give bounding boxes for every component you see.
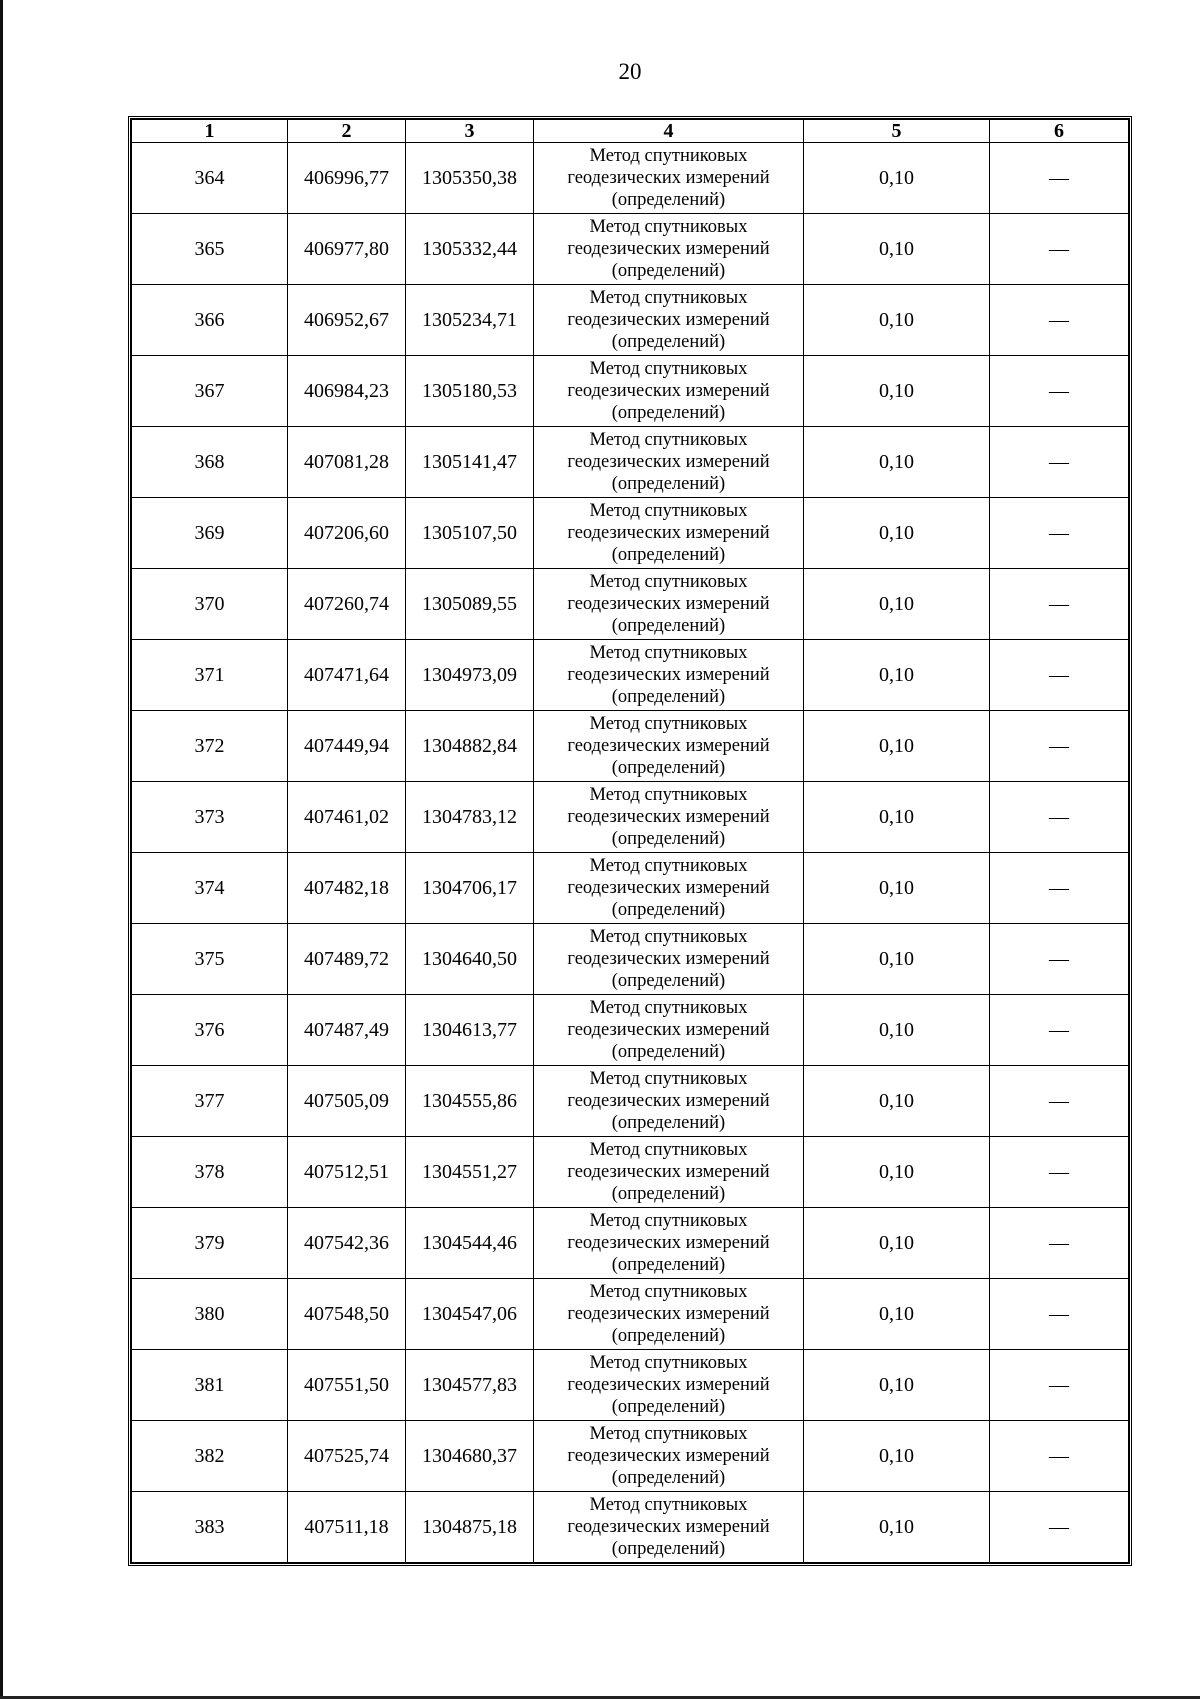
table-row	[132, 995, 1129, 1066]
method-line: геодезических измерений	[567, 807, 770, 827]
accuracy-value: 0,10	[804, 285, 990, 356]
coordinate-x: 407505,09	[288, 1066, 406, 1137]
method-cell	[534, 427, 804, 498]
method-line: (определений)	[611, 190, 726, 210]
coordinate-x: 407542,36	[288, 1208, 406, 1279]
method-line: (определений)	[611, 1113, 726, 1133]
accuracy-value: 0,10	[804, 853, 990, 924]
note-dash: —	[990, 1421, 1129, 1492]
method-line: геодезических измерений	[567, 310, 770, 330]
method-line: (определений)	[611, 332, 726, 352]
header-col-3: 3	[406, 120, 534, 143]
method-line: Метод спутниковых	[589, 856, 748, 876]
coordinate-x: 407548,50	[288, 1279, 406, 1350]
coordinate-x: 407551,50	[288, 1350, 406, 1421]
method-cell	[534, 285, 804, 356]
method-line: (определений)	[611, 829, 726, 849]
method-line: геодезических измерений	[567, 736, 770, 756]
table-row	[132, 1492, 1129, 1563]
table-row	[132, 214, 1129, 285]
accuracy-value: 0,10	[804, 498, 990, 569]
table-row	[132, 1421, 1129, 1492]
note-dash: —	[990, 285, 1129, 356]
table-row	[132, 1066, 1129, 1137]
note-dash: —	[990, 640, 1129, 711]
method-line: Метод спутниковых	[589, 572, 748, 592]
point-number: 368	[132, 427, 288, 498]
table-row	[132, 143, 1129, 214]
method-line: геодезических измерений	[567, 168, 770, 188]
table-row	[132, 924, 1129, 995]
note-dash: —	[990, 214, 1129, 285]
header-col-6: 6	[990, 120, 1129, 143]
coordinate-x: 407482,18	[288, 853, 406, 924]
coordinate-x: 407461,02	[288, 782, 406, 853]
method-line: геодезических измерений	[567, 878, 770, 898]
accuracy-value: 0,10	[804, 782, 990, 853]
note-dash: —	[990, 427, 1129, 498]
method-line: Метод спутниковых	[589, 643, 748, 663]
point-number: 372	[132, 711, 288, 782]
point-number: 370	[132, 569, 288, 640]
note-dash: —	[990, 1492, 1129, 1563]
table-body	[132, 143, 1129, 1563]
coordinate-y: 1305107,50	[406, 498, 534, 569]
method-line: Метод спутниковых	[589, 288, 748, 308]
coordinate-y: 1305180,53	[406, 356, 534, 427]
table-row	[132, 498, 1129, 569]
method-cell	[534, 214, 804, 285]
table-row	[132, 782, 1129, 853]
method-line: Метод спутниковых	[589, 1140, 748, 1160]
method-line: геодезических измерений	[567, 452, 770, 472]
method-line: геодезических измерений	[567, 1304, 770, 1324]
table-row	[132, 427, 1129, 498]
method-cell	[534, 1279, 804, 1350]
method-line: геодезических измерений	[567, 1091, 770, 1111]
accuracy-value: 0,10	[804, 1350, 990, 1421]
table-row	[132, 853, 1129, 924]
coordinate-x: 407449,94	[288, 711, 406, 782]
method-line: геодезических измерений	[567, 523, 770, 543]
note-dash: —	[990, 1137, 1129, 1208]
table-row	[132, 356, 1129, 427]
point-number: 377	[132, 1066, 288, 1137]
method-cell	[534, 143, 804, 214]
header-col-5: 5	[804, 120, 990, 143]
note-dash: —	[990, 711, 1129, 782]
method-line: Метод спутниковых	[589, 1069, 748, 1089]
method-line: (определений)	[611, 971, 726, 991]
method-line: геодезических измерений	[567, 1020, 770, 1040]
accuracy-value: 0,10	[804, 1208, 990, 1279]
note-dash: —	[990, 1208, 1129, 1279]
method-line: геодезических измерений	[567, 1162, 770, 1182]
coordinate-x: 406952,67	[288, 285, 406, 356]
method-line: Метод спутниковых	[589, 1282, 748, 1302]
method-line: Метод спутниковых	[589, 785, 748, 805]
point-number: 381	[132, 1350, 288, 1421]
method-line: Метод спутниковых	[589, 146, 748, 166]
note-dash: —	[990, 995, 1129, 1066]
note-dash: —	[990, 1350, 1129, 1421]
scan-edge-left	[0, 0, 3, 1699]
table-row	[132, 1137, 1129, 1208]
method-cell	[534, 640, 804, 711]
method-line: геодезических измерений	[567, 381, 770, 401]
method-line: Метод спутниковых	[589, 1211, 748, 1231]
note-dash: —	[990, 924, 1129, 995]
table-row	[132, 1208, 1129, 1279]
accuracy-value: 0,10	[804, 143, 990, 214]
method-cell	[534, 1066, 804, 1137]
point-number: 383	[132, 1492, 288, 1563]
method-cell	[534, 711, 804, 782]
accuracy-value: 0,10	[804, 995, 990, 1066]
method-line: Метод спутниковых	[589, 927, 748, 947]
coordinate-x: 406977,80	[288, 214, 406, 285]
point-number: 365	[132, 214, 288, 285]
accuracy-value: 0,10	[804, 1279, 990, 1350]
method-line: Метод спутниковых	[589, 714, 748, 734]
coordinate-y: 1304706,17	[406, 853, 534, 924]
accuracy-value: 0,10	[804, 214, 990, 285]
table-row	[132, 1279, 1129, 1350]
method-line: (определений)	[611, 1326, 726, 1346]
method-line: (определений)	[611, 1468, 726, 1488]
table-row	[132, 569, 1129, 640]
point-number: 380	[132, 1279, 288, 1350]
coordinate-x: 407260,74	[288, 569, 406, 640]
coordinate-x: 407525,74	[288, 1421, 406, 1492]
coordinate-x: 407471,64	[288, 640, 406, 711]
coordinates-table	[131, 119, 1129, 1563]
coordinate-y: 1304544,46	[406, 1208, 534, 1279]
method-line: геодезических измерений	[567, 665, 770, 685]
method-cell	[534, 1208, 804, 1279]
point-number: 379	[132, 1208, 288, 1279]
method-cell	[534, 356, 804, 427]
method-line: Метод спутниковых	[589, 1353, 748, 1373]
point-number: 373	[132, 782, 288, 853]
coordinate-y: 1305141,47	[406, 427, 534, 498]
method-line: геодезических измерений	[567, 239, 770, 259]
method-line: геодезических измерений	[567, 594, 770, 614]
table-row	[132, 285, 1129, 356]
method-cell	[534, 1137, 804, 1208]
method-line: Метод спутниковых	[589, 217, 748, 237]
page-number: 20	[618, 59, 642, 84]
accuracy-value: 0,10	[804, 1137, 990, 1208]
coordinate-y: 1305332,44	[406, 214, 534, 285]
table-row	[132, 1350, 1129, 1421]
coordinate-y: 1305234,71	[406, 285, 534, 356]
accuracy-value: 0,10	[804, 640, 990, 711]
coordinate-x: 407206,60	[288, 498, 406, 569]
method-cell	[534, 1492, 804, 1563]
note-dash: —	[990, 853, 1129, 924]
method-line: геодезических измерений	[567, 1446, 770, 1466]
accuracy-value: 0,10	[804, 711, 990, 782]
coordinate-y: 1304555,86	[406, 1066, 534, 1137]
point-number: 382	[132, 1421, 288, 1492]
method-line: (определений)	[611, 1184, 726, 1204]
coordinate-y: 1305350,38	[406, 143, 534, 214]
coordinate-x: 407081,28	[288, 427, 406, 498]
method-cell	[534, 1421, 804, 1492]
coordinate-y: 1304640,50	[406, 924, 534, 995]
method-cell	[534, 782, 804, 853]
coordinate-y: 1304577,83	[406, 1350, 534, 1421]
method-line: Метод спутниковых	[589, 501, 748, 521]
table-row	[132, 711, 1129, 782]
coordinate-x: 407487,49	[288, 995, 406, 1066]
note-dash: —	[990, 569, 1129, 640]
method-line: (определений)	[611, 687, 726, 707]
point-number: 375	[132, 924, 288, 995]
method-line: (определений)	[611, 403, 726, 423]
method-cell	[534, 498, 804, 569]
coordinate-y: 1304613,77	[406, 995, 534, 1066]
point-number: 378	[132, 1137, 288, 1208]
coordinate-y: 1304547,06	[406, 1279, 534, 1350]
accuracy-value: 0,10	[804, 1492, 990, 1563]
coordinate-y: 1304973,09	[406, 640, 534, 711]
method-cell	[534, 924, 804, 995]
method-line: (определений)	[611, 1397, 726, 1417]
point-number: 376	[132, 995, 288, 1066]
method-cell	[534, 995, 804, 1066]
point-number: 374	[132, 853, 288, 924]
method-line: Метод спутниковых	[589, 1495, 748, 1515]
method-line: (определений)	[611, 758, 726, 778]
method-line: Метод спутниковых	[589, 359, 748, 379]
method-line: геодезических измерений	[567, 1375, 770, 1395]
method-line: Метод спутниковых	[589, 1424, 748, 1444]
coordinate-y: 1304551,27	[406, 1137, 534, 1208]
accuracy-value: 0,10	[804, 1066, 990, 1137]
accuracy-value: 0,10	[804, 427, 990, 498]
method-line: геодезических измерений	[567, 1233, 770, 1253]
point-number: 364	[132, 143, 288, 214]
header-col-1: 1	[132, 120, 288, 143]
method-line: Метод спутниковых	[589, 430, 748, 450]
coordinate-x: 407489,72	[288, 924, 406, 995]
coordinate-x: 407511,18	[288, 1492, 406, 1563]
method-line: Метод спутниковых	[589, 998, 748, 1018]
note-dash: —	[990, 498, 1129, 569]
method-line: (определений)	[611, 1042, 726, 1062]
coordinate-y: 1304680,37	[406, 1421, 534, 1492]
table-row	[132, 640, 1129, 711]
coordinate-y: 1304875,18	[406, 1492, 534, 1563]
method-line: (определений)	[611, 545, 726, 565]
point-number: 366	[132, 285, 288, 356]
coordinates-table-frame	[128, 116, 1132, 1566]
method-cell	[534, 853, 804, 924]
coordinate-y: 1305089,55	[406, 569, 534, 640]
note-dash: —	[990, 1066, 1129, 1137]
coordinate-x: 406984,23	[288, 356, 406, 427]
method-cell	[534, 569, 804, 640]
method-line: геодезических измерений	[567, 1517, 770, 1537]
method-line: (определений)	[611, 474, 726, 494]
table-header-row	[132, 120, 1129, 143]
point-number: 371	[132, 640, 288, 711]
accuracy-value: 0,10	[804, 356, 990, 427]
point-number: 369	[132, 498, 288, 569]
accuracy-value: 0,10	[804, 569, 990, 640]
method-line: (определений)	[611, 1539, 726, 1559]
method-line: (определений)	[611, 1255, 726, 1275]
accuracy-value: 0,10	[804, 1421, 990, 1492]
coordinate-x: 407512,51	[288, 1137, 406, 1208]
header-col-4: 4	[534, 120, 804, 143]
method-line: (определений)	[611, 616, 726, 636]
note-dash: —	[990, 1279, 1129, 1350]
point-number: 367	[132, 356, 288, 427]
note-dash: —	[990, 782, 1129, 853]
method-line: (определений)	[611, 261, 726, 281]
accuracy-value: 0,10	[804, 924, 990, 995]
coordinate-y: 1304882,84	[406, 711, 534, 782]
method-line: (определений)	[611, 900, 726, 920]
method-line: геодезических измерений	[567, 949, 770, 969]
coordinate-x: 406996,77	[288, 143, 406, 214]
note-dash: —	[990, 356, 1129, 427]
note-dash: —	[990, 143, 1129, 214]
coordinate-y: 1304783,12	[406, 782, 534, 853]
method-cell	[534, 1350, 804, 1421]
header-col-2: 2	[288, 120, 406, 143]
